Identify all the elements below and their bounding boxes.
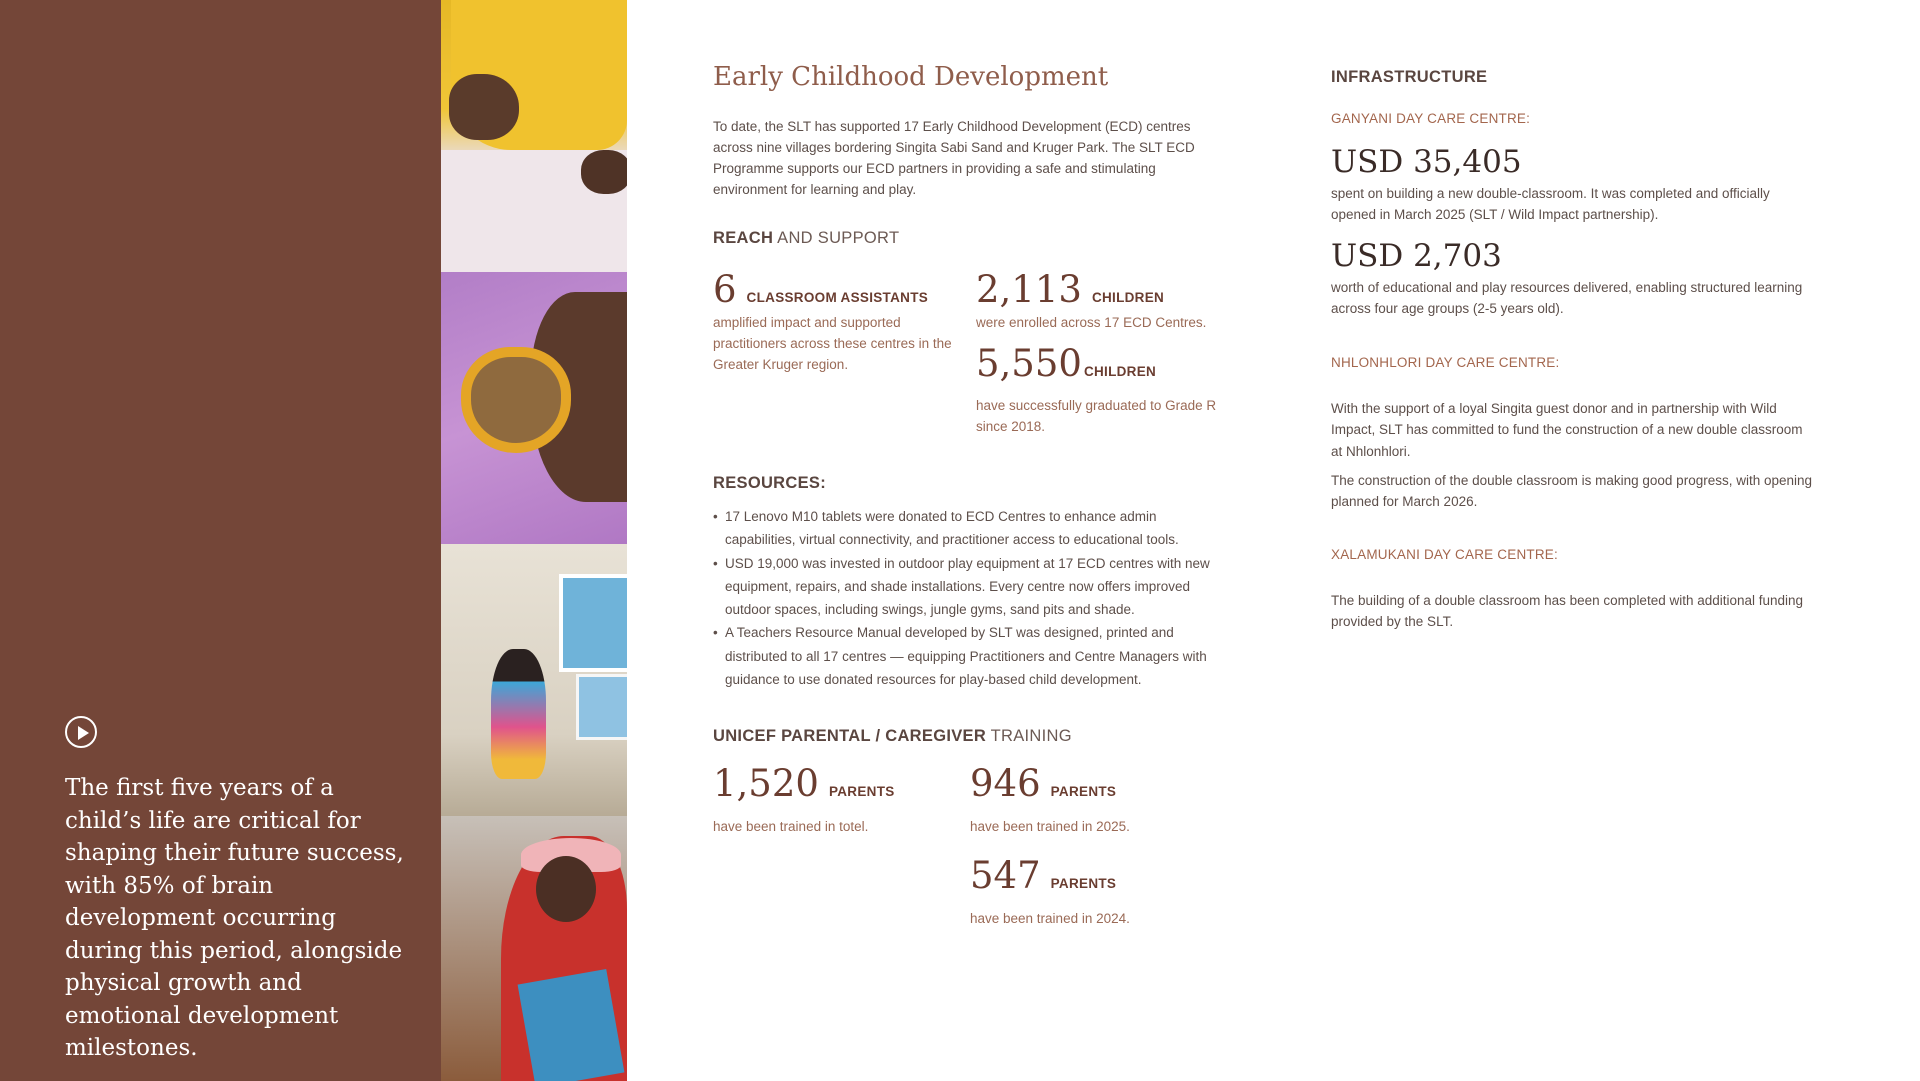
stat-children-enrolled: 2,113 CHILDREN bbox=[976, 268, 1165, 311]
resources-list bbox=[713, 505, 1218, 691]
stat-classroom-assistants: 6 CLASSROOM ASSISTANTS bbox=[713, 268, 929, 311]
stat-parents-total: 1,520 PARENTS bbox=[713, 762, 895, 805]
xalamukani-text: The building of a double classroom has been completed with additional funding provided by the SLT. bbox=[1331, 593, 1804, 630]
intro-text: To date, the SLT has supported 17 Early Childhood Development (ECD) centres across nine villages bordering Singita Sabi Sand and Kruger Park. The SLT ECD Programme supports our ECD partners in providing a safe and stimulating environment for learning and play. bbox=[713, 119, 1195, 197]
list-item: • A Teachers Resource Manual developed by SLT was designed, printed and distributed to all 17 centres — equipping Practitioners and Centre Managers with guidance to use donated resources for play-based child development. bbox=[713, 621, 1218, 691]
training-heading: UNICEF PARENTAL / CAREGIVER TRAINING bbox=[713, 727, 1072, 745]
nhlonhlori-text-1: With the support of a loyal Singita guest donor and in partnership with Wild Impact, SLT has committed to fund the construction of a new double classroom at Nhlonhlori. bbox=[1331, 401, 1803, 459]
stat-desc: have successfully graduated to Grade R since 2018. bbox=[976, 398, 1217, 434]
stat-parents-2025: 946 PARENTS bbox=[970, 762, 1117, 805]
list-item: • 17 Lenovo M10 tablets were donated to ECD Centres to enhance admin capabilities, virtual connectivity, and practitioner access to educational tools. bbox=[713, 505, 1218, 552]
reach-heading: REACH AND SUPPORT bbox=[713, 229, 900, 247]
sidebar-quote: The first five years of a child’s life are critical for shaping their future success, with 85% of brain development occurring during this period, alongside physical growth and emotional development milestones. bbox=[65, 775, 404, 1061]
photo-strip bbox=[441, 0, 627, 1081]
stat-desc: were enrolled across 17 ECD Centres. bbox=[976, 315, 1207, 330]
list-item: • USD 19,000 was invested in outdoor play equipment at 17 ECD centres with new equipment, repairs, and shade installations. Every centre now offers improved outdoor spaces, including swings, jungle gyms, sand pits and shade. bbox=[713, 552, 1218, 622]
play-icon[interactable] bbox=[65, 716, 97, 748]
sidebar-panel bbox=[0, 0, 441, 1081]
stat-desc: have been trained in 2024. bbox=[970, 911, 1130, 926]
stat-desc: have been trained in totel. bbox=[713, 819, 869, 834]
nhlonhlori-text-2: The construction of the double classroom is making good progress, with opening planned for March 2026. bbox=[1331, 473, 1813, 510]
ganyani-amount-2: USD 2,703 bbox=[1331, 238, 1502, 274]
photo-teacher-book bbox=[441, 816, 627, 1081]
infrastructure-heading: INFRASTRUCTURE bbox=[1331, 68, 1488, 86]
ganyani-desc-1: spent on building a new double-classroom. It was completed and officially opened in March 2025 (SLT / Wild Impact partnership). bbox=[1331, 186, 1770, 223]
xalamukani-heading: XALAMUKANI DAY CARE CENTRE: bbox=[1331, 547, 1558, 562]
photo-child-classroom bbox=[441, 544, 627, 816]
page-title: Early Childhood Development bbox=[713, 62, 1109, 92]
photo-child-drawing bbox=[441, 0, 627, 272]
stat-children-graduated: 5,550 CHILDREN bbox=[976, 342, 1157, 385]
ganyani-heading: GANYANI DAY CARE CENTRE: bbox=[1331, 111, 1531, 126]
resources-heading: RESOURCES: bbox=[713, 474, 827, 492]
stat-parents-2024: 547 PARENTS bbox=[970, 854, 1117, 897]
stat-desc: have been trained in 2025. bbox=[970, 819, 1130, 834]
stat-desc: amplified impact and supported practitioners across these centres in the Greater Kruger region. bbox=[713, 315, 952, 372]
ganyani-amount-1: USD 35,405 bbox=[1331, 144, 1522, 180]
nhlonhlori-heading: NHLONHLORI DAY CARE CENTRE: bbox=[1331, 355, 1560, 370]
photo-heart-mould bbox=[441, 272, 627, 544]
ganyani-desc-2: worth of educational and play resources delivered, enabling structured learning across four age groups (2-5 years old). bbox=[1331, 280, 1803, 317]
